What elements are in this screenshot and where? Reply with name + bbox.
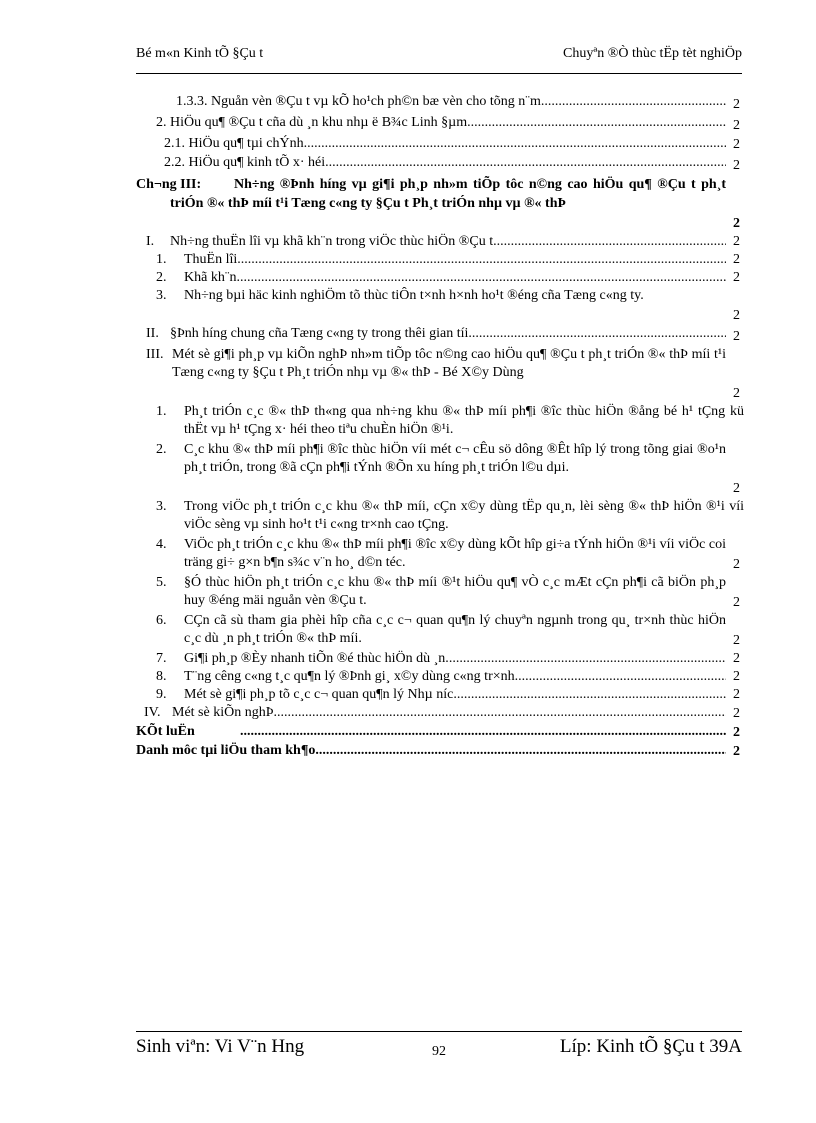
toc-entry-III-5 (136, 574, 752, 612)
toc-entry-number: 3. (156, 288, 167, 303)
toc-page-number: 2 (733, 118, 740, 133)
toc-page-number: 2 (733, 595, 740, 610)
toc-page-number: 2 (733, 687, 740, 702)
toc-entry-text: §Ó thùc hiÖn ph¸t triÓn c¸c khu ®« thÞ míi ®¹t hiÖu qu¶ vÒ c¸c mÆt cÇn ph¶i cã biÖn ph¸p huy ®éng mäi nguån vèn ®Çu t. (184, 575, 726, 608)
toc-page-number: 2 (733, 481, 740, 496)
toc-page-number: 2 (733, 270, 740, 285)
toc-page-number: 2 (733, 308, 740, 323)
toc-entry-number: 4. (156, 537, 167, 552)
toc-entry-text: Khã kh¨n. (184, 270, 240, 285)
toc-page-number: 2 (733, 633, 740, 648)
toc-entry-number: 6. (156, 613, 167, 628)
toc-entry-1-3-3 (136, 93, 752, 114)
toc-page-number: 2 (733, 137, 740, 152)
toc-entry-III-7 (136, 650, 752, 668)
toc-entry-III-2 (136, 441, 752, 498)
toc-entry-text: CÇn cã sù tham gia phèi hîp cña c¸c c¬ quan qu¶n lý chuyªn ngµnh trong qu¸ tr×nh thùc hiÖn c¸c dù ¸n ph¸t triÓn ®« thÞ míi. (184, 613, 726, 646)
header-department: Bé m«n Kinh tÕ §Çu t (136, 46, 264, 61)
leader-dots (472, 325, 726, 343)
page-header (136, 46, 742, 68)
toc-page-number: 2 (733, 234, 740, 249)
toc-entry-text: Nh÷ng ®Þnh híng vµ gi¶i ph¸p nh»m tiÕp tôc n©ng cao hiÖu qu¶ ®Çu t ph¸t triÓn ®« thÞ míi t¹i Tæng c«ng ty §Çu t Ph¸t triÓn nhµ vµ ®« thÞ (170, 177, 726, 211)
toc-entry-text: Ph¸t triÓn c¸c ®« thÞ th«ng qua nh÷ng khu ®« thÞ míi ph¶i ®îc thùc hiÖn ®ång bé h¹ tÇng kü thËt vµ h¹ tÇng x· héi theo tiªu chuÈn hiÖn ®¹i. (184, 404, 744, 437)
toc-entry-number: II. (146, 326, 159, 341)
toc-entry-number: 9. (156, 687, 167, 702)
leader-dots (449, 650, 726, 668)
toc-entry-I-3 (136, 287, 752, 325)
toc-chapter-label: Ch¬ng III: (136, 177, 202, 192)
toc-entry-number: 1. (156, 252, 167, 267)
header-divider (136, 73, 742, 74)
leader-dots (518, 668, 726, 686)
toc-page-number: 2 (733, 158, 740, 173)
toc-entry-text: Trong viÖc ph¸t triÓn c¸c khu ®« thÞ míi, cÇn x©y dùng tËp qu¸n, lèi sèng ®« thÞ hiÖn ®¹i víi viÖc sèng vµ sinh ho¹t t¹i c«ng tr×nh cao tÇng. (184, 499, 744, 532)
toc-entry-number: I. (146, 234, 155, 249)
toc-page-number: 2 (733, 651, 740, 666)
toc-entry-III-4 (136, 536, 752, 574)
page-number: 92 (432, 1044, 446, 1059)
toc-entry-text: 2.2. HiÖu qu¶ kinh tÕ x· héi. (164, 155, 329, 170)
toc-chapter-3 (136, 175, 752, 233)
footer-student-name: Sinh viªn: Vi V¨n Hng (136, 1036, 305, 1057)
header-report-title: Chuyªn ®Ò thùc tËp tèt nghiÖp (563, 46, 742, 61)
toc-entry-III-3 (136, 498, 752, 536)
toc-entry-III (136, 346, 752, 403)
toc-entry-text: Mét sè kiÕn nghÞ (172, 705, 274, 720)
toc-entry-text: 2. HiÖu qu¶ ®Çu t cña dù ¸n khu nhµ ë B¾c Linh §µm. (156, 115, 471, 130)
toc-page-number: 2 (733, 669, 740, 684)
toc-page-number: 2 (733, 386, 740, 401)
leader-dots (241, 251, 726, 269)
table-of-contents (136, 93, 752, 761)
toc-entry-text: Nh÷ng bµi häc kinh nghiÖm tõ thùc tiÔn t×nh h×nh ho¹t ®éng cña Tæng c«ng ty. (184, 288, 644, 303)
toc-entry-number: 2. (156, 442, 167, 457)
toc-entry-number: 3. (156, 499, 167, 514)
toc-entry-2-2 (136, 154, 752, 175)
footer-class: Líp: Kinh tÕ §Çu t 39A (559, 1036, 742, 1057)
toc-entry-text: 2.1. HiÖu qu¶ tµi chÝnh. (164, 136, 308, 151)
leader-dots (240, 269, 726, 287)
toc-entry-text: C¸c khu ®« thÞ míi ph¶i ®îc thùc hiÖn víi mét c¬ cÊu sö dông ®Êt hîp lý trong tõng giai ®o¹n ph¸t triÓn, trong ®ã cÇn ph¶i tÝnh ®Õn xu híng ph¸t triÓn l©u dµi. (184, 442, 726, 475)
leader-dots (274, 704, 727, 722)
leader-dots (319, 742, 726, 760)
toc-entry-text: ViÖc ph¸t triÓn c¸c khu ®« thÞ míi ph¶i ®îc x©y dùng kÕt hîp gi÷a tÝnh hiÖn ®¹i víi viÖc coi träng gi÷ g×n b¶n s¾c v¨n ho¸ d©n téc. (184, 537, 726, 570)
toc-entry-III-1 (136, 403, 752, 441)
toc-entry-text: §Þnh híng chung cña Tæng c«ng ty trong thêi gian tíi. (170, 326, 472, 341)
toc-page-number: 2 (733, 97, 740, 112)
toc-page-number: 2 (733, 706, 740, 721)
toc-entry-I-1 (136, 251, 752, 269)
toc-entry-number: III. (146, 347, 164, 362)
toc-entry-text: T¨ng cêng c«ng t¸c qu¶n lý ®Þnh gi¸ x©y dùng c«ng tr×nh. (184, 669, 519, 684)
toc-entry-II (136, 325, 752, 346)
toc-entry-number: IV. (144, 705, 161, 720)
toc-entry-2-1 (136, 135, 752, 154)
toc-entry-number: 5. (156, 575, 167, 590)
toc-entry-number: 8. (156, 669, 167, 684)
toc-entry-number: 1. (156, 404, 167, 419)
leader-dots (471, 114, 726, 132)
toc-entry-III-8 (136, 668, 752, 686)
toc-entry-text: Danh môc tµi liÖu tham kh¶o. (136, 743, 319, 758)
toc-entry-text: Mét sè gi¶i ph¸p vµ kiÕn nghÞ nh»m tiÕp tôc n©ng cao hiÖu qu¶ ®Çu t ph¸t triÓn ®« thÞ míi t¹i Tæng c«ng ty §Çu t Ph¸t triÓn nhµ vµ ®« thÞ - Bé X©y Dùng (172, 347, 726, 380)
toc-entry-IV (136, 704, 752, 723)
toc-entry-III-9 (136, 686, 752, 704)
toc-page-number: 2 (733, 744, 740, 759)
toc-page-number: 2 (733, 557, 740, 572)
toc-entry-number: 7. (156, 651, 167, 666)
toc-entry-number: 2. (156, 270, 167, 285)
toc-entry-text: KÕt luËn (136, 724, 195, 739)
footer-divider (136, 1031, 742, 1032)
toc-references (136, 742, 752, 761)
toc-entry-text: 1.3.3. Nguån vèn ®Çu t vµ kÕ ho¹ch ph©n bæ vèn cho tõng n¨m. (176, 94, 545, 109)
toc-entry-III-6 (136, 612, 752, 650)
leader-dots (240, 723, 726, 741)
toc-entry-text: ThuËn lîi. (184, 252, 241, 267)
toc-entry-I (136, 233, 752, 251)
toc-page-number: 2 (733, 329, 740, 344)
leader-dots (307, 135, 726, 153)
toc-page-number: 2 (733, 252, 740, 267)
leader-dots (329, 154, 726, 172)
page-footer (136, 1036, 742, 1066)
toc-page-number: 2 (733, 216, 740, 231)
toc-entry-text: Nh÷ng thuËn lîi vµ khã kh¨n trong viÖc thùc hiÖn ®Çu t (170, 234, 494, 249)
toc-entry-I-2 (136, 269, 752, 287)
leader-dots (544, 93, 726, 111)
toc-page-number: 2 (733, 725, 740, 740)
leader-dots (493, 233, 726, 251)
leader-dots (457, 686, 726, 704)
toc-entry-2 (136, 114, 752, 135)
toc-conclusion (136, 723, 752, 742)
toc-entry-text: Mét sè gi¶i ph¸p tõ c¸c c¬ quan qu¶n lý Nhµ níc. (184, 687, 457, 702)
toc-entry-text: Gi¶i ph¸p ®Èy nhanh tiÕn ®é thùc hiÖn dù ¸n. (184, 651, 449, 666)
